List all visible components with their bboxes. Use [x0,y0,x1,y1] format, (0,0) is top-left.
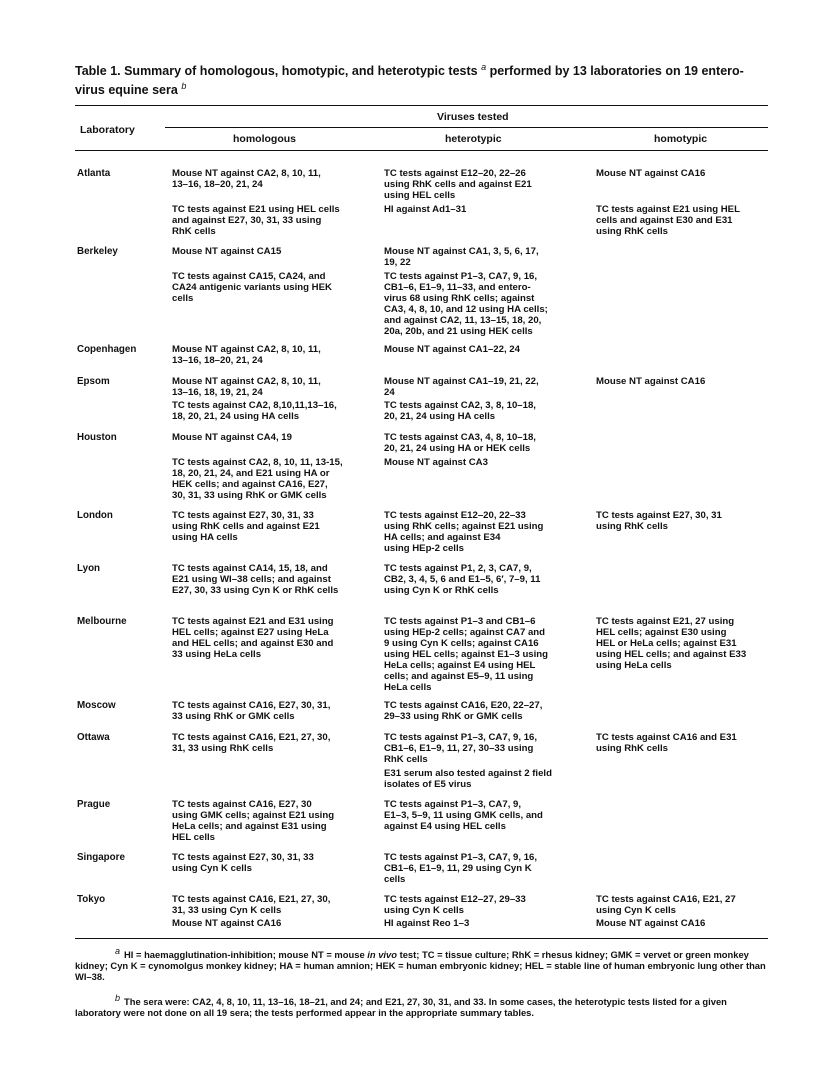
table-cell: Mouse NT against CA1, 3, 5, 6, 17, 19, 22 [384,246,539,268]
table-cell: TC tests against E12–20, 22–33 using RhK cells; against E21 using HA cells; and against E34 using HEp-2 cells [384,510,544,554]
table-cell: TC tests against CA16, E21, 27, 30, 31, 33 using RhK cells [172,732,331,754]
table-cell: TC tests against CA16, E20, 22–27, 29–33 using RhK or GMK cells [384,700,543,722]
table-cell: Mouse NT against CA16 [596,168,706,179]
header-homologous: homologous [233,133,296,145]
table-cell: Mouse NT against CA16 [172,918,282,929]
table-cell: TC tests against E21 using HEL cells and against E27, 30, 31, 33 using RhK cells [172,204,340,237]
table-cell: Mouse NT against CA2, 8, 10, 11, 13–16, 18–20, 21, 24 [172,168,321,190]
lab-ottawa: Ottawa [77,732,110,743]
table-cell: TC tests against P1–3, CA7, 9, 16, CB1–6, E1–9, 11, 27, 30–33 using RhK cells [384,732,538,765]
table-cell: TC tests against CA2, 3, 8, 10–18, 20, 21, 24 using HA cells [384,400,536,422]
table-cell: Mouse NT against CA4, 19 [172,432,292,443]
table-cell: TC tests against CA16, E27, 30, 31, 33 using RhK or GMK cells [172,700,331,722]
footnote-mark-a: a [481,62,487,72]
table-cell: TC tests against E27, 30, 31, 33 using RhK cells and against E21 using HA cells [172,510,320,543]
table-cell: TC tests against P1–3, CA7, 9, 16, CB1–6, E1–9, 11, 29 using Cyn K cells [384,852,538,885]
lab-berkeley: Berkeley [77,246,118,257]
table-cell: TC tests against CA16, E21, 27 using Cyn K cells [596,894,736,916]
table-cell: Mouse NT against CA3 [384,457,488,468]
lab-tokyo: Tokyo [77,894,106,905]
top-rule [75,105,768,106]
table-cell: TC tests against P1–3 and CB1–6 using HEp-2 cells; against CA7 and 9 using Cyn K cells; against CA16 using HEL cells; against E1–3 using HeLa cells; against E4 using HEL cells; and against E5–9, 11 using HeLa cells [384,616,549,693]
lab-prague: Prague [77,799,111,810]
footnote-b: b The sera were: CA2, 4, 8, 10, 11, 13–16, 18–21, and 24; and E21, 27, 30, 31, and 33. In some cases, the heterotypic tests listed for a given laboratory were not done on all 19 sera; the tests performed appear in the appropriate summary tables. [75,993,727,1019]
header-heterotypic: heterotypic [445,133,502,145]
header-viruses-tested: Viruses tested [437,111,509,123]
table-cell: TC tests against E12–20, 22–26 using RhK cells and against E21 using HEL cells [384,168,532,201]
table-cell: Mouse NT against CA1–19, 21, 22, 24 [384,376,539,398]
lab-houston: Houston [77,432,117,443]
lab-lyon: Lyon [77,563,101,574]
lab-epsom: Epsom [77,376,110,387]
header-bottom-rule [75,150,768,151]
table-cell: Mouse NT against CA15 [172,246,282,257]
table-cell: TC tests against CA16, E21, 27, 30, 31, 33 using Cyn K cells [172,894,331,916]
table-cell: TC tests against CA16 and E31 using RhK cells [596,732,737,754]
table-cell: Mouse NT against CA2, 8, 10, 11, 13–16, 18, 19, 21, 24 [172,376,321,398]
table-cell: TC tests against P1–3, CA7, 9, 16, CB1–6, E1–9, 11–33, and entero- virus 68 using RhK cells; against CA3, 4, 8, 10, and 12 using HA cells; and against CA2, 11, 13–15, 18, 20, 20a, 20b, and 21 using HEK cells [384,271,548,337]
table-cell: E31 serum also tested against 2 field isolates of E5 virus [384,768,552,790]
table-cell: TC tests against E21 using HEL cells and against E30 and E31 using RhK cells [596,204,740,237]
table-cell: Mouse NT against CA1–22, 24 [384,344,520,355]
table-cell: Mouse NT against CA16 [596,918,706,929]
table-cell: TC tests against CA16, E27, 30 using GMK cells; against E21 using HeLa cells; and against E31 using HEL cells [172,799,335,843]
footnote-mark-b: b [181,81,187,92]
bottom-rule [75,938,768,939]
table-cell: TC tests against CA2, 8, 10, 11, 13-15, 18, 20, 21, 24, and E21 using HA or HEK cells; and against CA16, E27, 30, 31, 33 using RhK or GMK cells [172,457,343,501]
footnote-a: a HI = haemagglutination-inhibition; mouse NT = mouse in vivo test; TC = tissue culture; RhK = rhesus kidney; GMK = vervet or green monkey kidney; Cyn K = cynomolgus monkey kidney; HA = human amnion; HEK = human embryonic kidney; HEL = stable line of human embryonic lung other than WI–38. [75,946,766,983]
table-cell: TC tests against CA3, 4, 8, 10–18, 20, 21, 24 using HA or HEK cells [384,432,536,454]
table-title: Table 1. Summary of homologous, homotypic, and heterotypic tests $^a$ performed by 13 laboratories on 19 entero- virus equine sera $^b$ [75,62,744,98]
table-cell: HI against Reo 1–3 [384,918,470,929]
table-cell: TC tests against E21 and E31 using HEL cells; against E27 using HeLa and HEL cells; and against E30 and 33 using HeLa cells [172,616,334,660]
table-cell: TC tests against P1–3, CA7, 9, E1–3, 5–9, 11 using GMK cells, and against E4 using HEL cells [384,799,543,832]
table-cell: TC tests against E27, 30, 31 using RhK cells [596,510,722,532]
lab-atlanta: Atlanta [77,168,111,179]
lab-melbourne: Melbourne [77,616,127,627]
lab-london: London [77,510,113,521]
table-cell: Mouse NT against CA2, 8, 10, 11, 13–16, 18–20, 21, 24 [172,344,321,366]
table-cell: TC tests against E27, 30, 31, 33 using Cyn K cells [172,852,314,874]
table-cell: Mouse NT against CA16 [596,376,706,387]
table-cell: TC tests against E12–27, 29–33 using Cyn K cells [384,894,526,916]
table-cell: TC tests against CA2, 8,10,11,13–16, 18, 20, 21, 24 using HA cells [172,400,337,422]
table-cell: TC tests against CA15, CA24, and CA24 antigenic variants using HEK cells [172,271,332,304]
table-cell: TC tests against P1, 2, 3, CA7, 9, CB2, 3, 4, 5, 6 and E1–5, 6′, 7–9, 11 using Cyn K or RhK cells [384,563,541,596]
header-laboratory: Laboratory [80,124,135,136]
table-cell: HI against Ad1–31 [384,204,467,215]
header-subrule [165,127,768,128]
lab-singapore: Singapore [77,852,125,863]
header-homotypic: homotypic [654,133,708,145]
lab-copenhagen: Copenhagen [77,344,137,355]
lab-moscow: Moscow [77,700,116,711]
table-cell: TC tests against E21, 27 using HEL cells; against E30 using HEL or HeLa cells; against E31 using HEL cells; and against E33 using HeLa cells [596,616,747,671]
table-cell: TC tests against CA14, 15, 18, and E21 using WI–38 cells; and against E27, 30, 33 using Cyn K or RhK cells [172,563,339,596]
